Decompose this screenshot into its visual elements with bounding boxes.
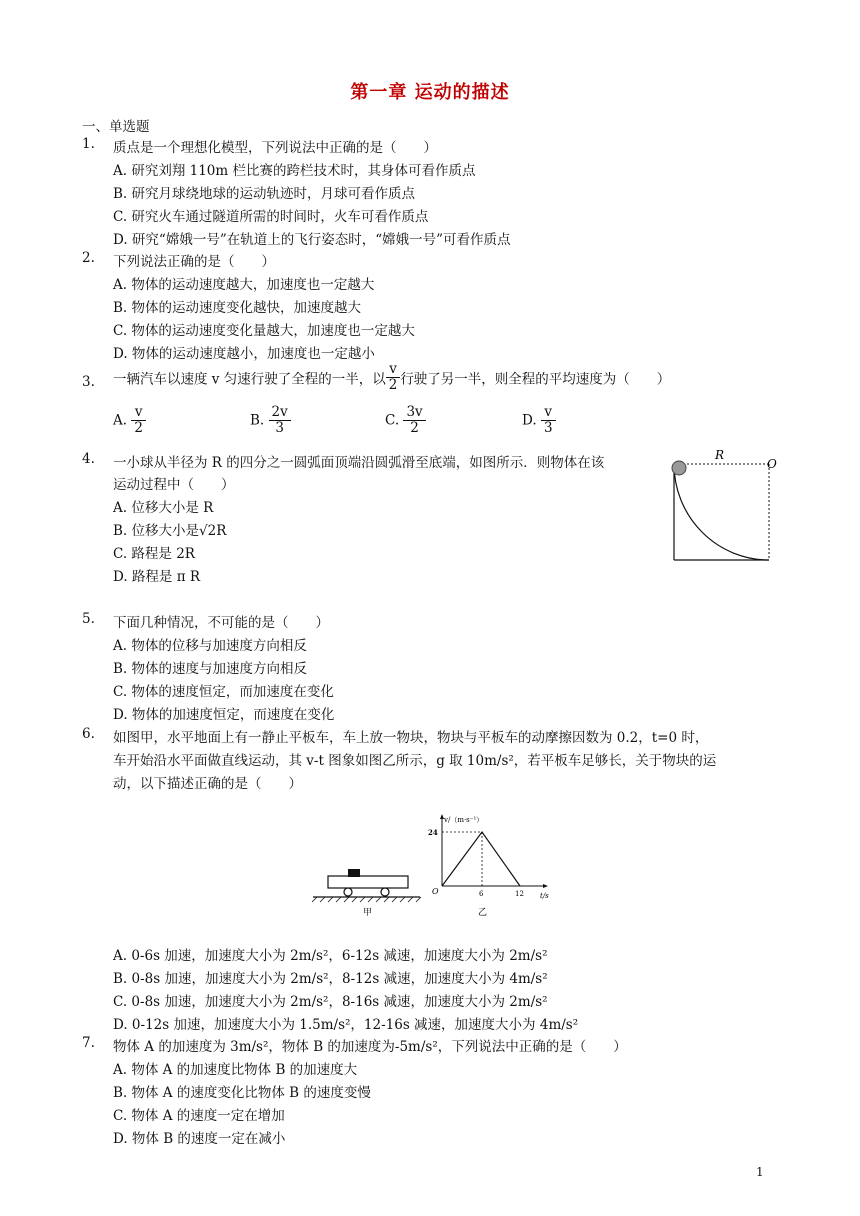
option-a: A. 物体的位移与加速度方向相反 xyxy=(113,638,307,654)
question-stem-line-2: 车开始沿水平面做直线运动，其 v-t 图象如图乙所示，g 取 10m/s²，若平板车足够长，关于物块的运 xyxy=(113,753,717,769)
cart-and-vt-figure xyxy=(308,812,558,920)
option-a: A. 0-6s 加速，加速度大小为 2m/s²，6-12s 减速，加速度大小为 2m/s² xyxy=(113,948,548,964)
question-number: 2. xyxy=(82,250,95,266)
option-d: D. 路程是 π R xyxy=(113,569,201,585)
fraction-denominator: 2 xyxy=(388,377,398,393)
block xyxy=(348,869,360,877)
option-d: D. 0-12s 加速，加速度大小为 1.5m/s²，12-16s 减速，加速度大小为 4m/s² xyxy=(113,1017,579,1033)
y-axis-label: v/（m·s⁻¹） xyxy=(444,816,484,824)
label-yi: 乙 xyxy=(478,908,488,918)
stem-fraction xyxy=(386,362,401,393)
option-d: D. 物体的运动速度越小，加速度也一定越小 xyxy=(113,346,375,362)
fraction-denominator: 2 xyxy=(410,420,419,436)
stem-text-a: 一辆汽车以速度 v 匀速行驶了全程的一半，以 xyxy=(113,371,386,388)
option-d xyxy=(522,405,556,436)
option-d: D. 物体 B 的速度一定在减小 xyxy=(113,1131,286,1147)
option-b: B. 位移大小是√2R xyxy=(113,523,227,539)
option-a: A. 物体 A 的加速度比物体 B 的加速度大 xyxy=(113,1062,358,1078)
wheel-right xyxy=(381,888,389,896)
section-heading: 一、单选题 xyxy=(82,119,150,135)
option-c: C. 研究火车通过隧道所需的时间时，火车可看作质点 xyxy=(113,209,429,225)
arc-figure xyxy=(665,448,785,566)
y-tick-24: 24 xyxy=(428,828,438,837)
question-stem: 下列说法正确的是（ ） xyxy=(113,254,275,270)
question-stem: 质点是一个理想化模型，下列说法中正确的是（ ） xyxy=(113,140,437,156)
fraction-numerator: v xyxy=(131,405,146,421)
fraction-denominator: 3 xyxy=(275,420,284,436)
fraction-numerator: v xyxy=(541,405,556,421)
vt-graph xyxy=(428,814,549,918)
option-c xyxy=(385,405,426,436)
vt-line xyxy=(442,832,520,886)
question-number: 3. xyxy=(82,374,95,390)
fraction-denominator: 2 xyxy=(134,420,143,436)
fraction-numerator: 3v xyxy=(403,405,425,421)
option-letter: C. xyxy=(385,412,400,429)
option-letter: D. xyxy=(522,412,537,429)
option-a: A. 物体的运动速度越大，加速度也一定越大 xyxy=(113,277,375,293)
page-title: 第一章 运动的描述 xyxy=(350,82,510,103)
option-c: C. 物体的运动速度变化量越大，加速度也一定越大 xyxy=(113,323,415,339)
question-number: 7. xyxy=(82,1035,95,1051)
option-b: B. 物体 A 的速度变化比物体 B 的速度变慢 xyxy=(113,1085,371,1101)
fraction-numerator: v xyxy=(386,362,401,378)
option-c: C. 路程是 2R xyxy=(113,546,195,562)
option-b: B. 物体的速度与加速度方向相反 xyxy=(113,661,308,677)
question-stem: 物体 A 的加速度为 3m/s²，物体 B 的加速度为-5m/s²，下列说法中正确的是（ ） xyxy=(113,1039,627,1055)
question-number: 5. xyxy=(82,611,95,627)
quarter-arc xyxy=(674,464,769,560)
cart-diagram xyxy=(312,869,421,918)
x-axis-arrow xyxy=(543,884,548,888)
question-number: 6. xyxy=(82,726,95,742)
x-tick-12: 12 xyxy=(515,890,524,898)
label-jia: 甲 xyxy=(363,908,373,918)
page-number: 1 xyxy=(756,1165,764,1179)
option-c: C. 0-8s 加速，加速度大小为 2m/s²，8-16s 减速，加速度大小为 2m/s² xyxy=(113,994,548,1010)
option-d: D. 研究“嫦娥一号”在轨道上的飞行姿态时，“嫦娥一号”可看作质点 xyxy=(113,232,511,248)
origin-label: O xyxy=(432,887,439,896)
option-b xyxy=(250,405,291,436)
question-number: 1. xyxy=(82,136,95,152)
label-r: R xyxy=(715,448,725,462)
ball xyxy=(672,461,686,475)
question-stem xyxy=(113,362,670,393)
fraction-denominator: 3 xyxy=(543,420,553,436)
x-tick-6: 6 xyxy=(479,890,484,898)
question-stem: 下面几种情况，不可能的是（ ） xyxy=(113,615,329,631)
option-a: A. 研究刘翔 110m 栏比赛的跨栏技术时，其身体可看作质点 xyxy=(113,163,476,179)
label-o: O xyxy=(767,457,777,471)
option-a xyxy=(113,405,146,436)
question-stem-line-1: 一小球从半径为 R 的四分之一圆弧面顶端沿圆弧滑至底端，如图所示．则物体在该 xyxy=(113,455,605,471)
option-b: B. 研究月球绕地球的运动轨迹时，月球可看作质点 xyxy=(113,186,416,202)
question-stem-line-1: 如图甲，水平地面上有一静止平板车，车上放一物块，物块与平板车的动摩擦因数为 0.2，t=0 时， xyxy=(113,730,709,746)
option-letter: B. xyxy=(250,412,265,429)
option-c: C. 物体的速度恒定，而加速度在变化 xyxy=(113,684,334,700)
fraction-numerator: 2v xyxy=(269,405,291,421)
ground-hatching xyxy=(312,897,421,902)
option-d: D. 物体的加速度恒定，而速度在变化 xyxy=(113,707,335,723)
option-letter: A. xyxy=(113,412,128,429)
wheel-left xyxy=(344,888,352,896)
question-stem-line-2: 运动过程中（ ） xyxy=(113,477,235,493)
stem-text-b: 行驶了另一半，则全程的平均速度为（ ） xyxy=(400,371,671,388)
question-stem-line-3: 动，以下描述正确的是（ ） xyxy=(113,776,302,792)
x-axis-label: t/s xyxy=(540,892,549,900)
cart-body xyxy=(328,876,408,888)
option-a: A. 位移大小是 R xyxy=(113,500,214,516)
option-b: B. 0-8s 加速，加速度大小为 2m/s²，8-12s 减速，加速度大小为 4m/s² xyxy=(113,971,548,987)
option-c: C. 物体 A 的速度一定在增加 xyxy=(113,1108,285,1124)
option-b: B. 物体的运动速度变化越快，加速度越大 xyxy=(113,300,362,316)
question-number: 4. xyxy=(82,451,95,467)
